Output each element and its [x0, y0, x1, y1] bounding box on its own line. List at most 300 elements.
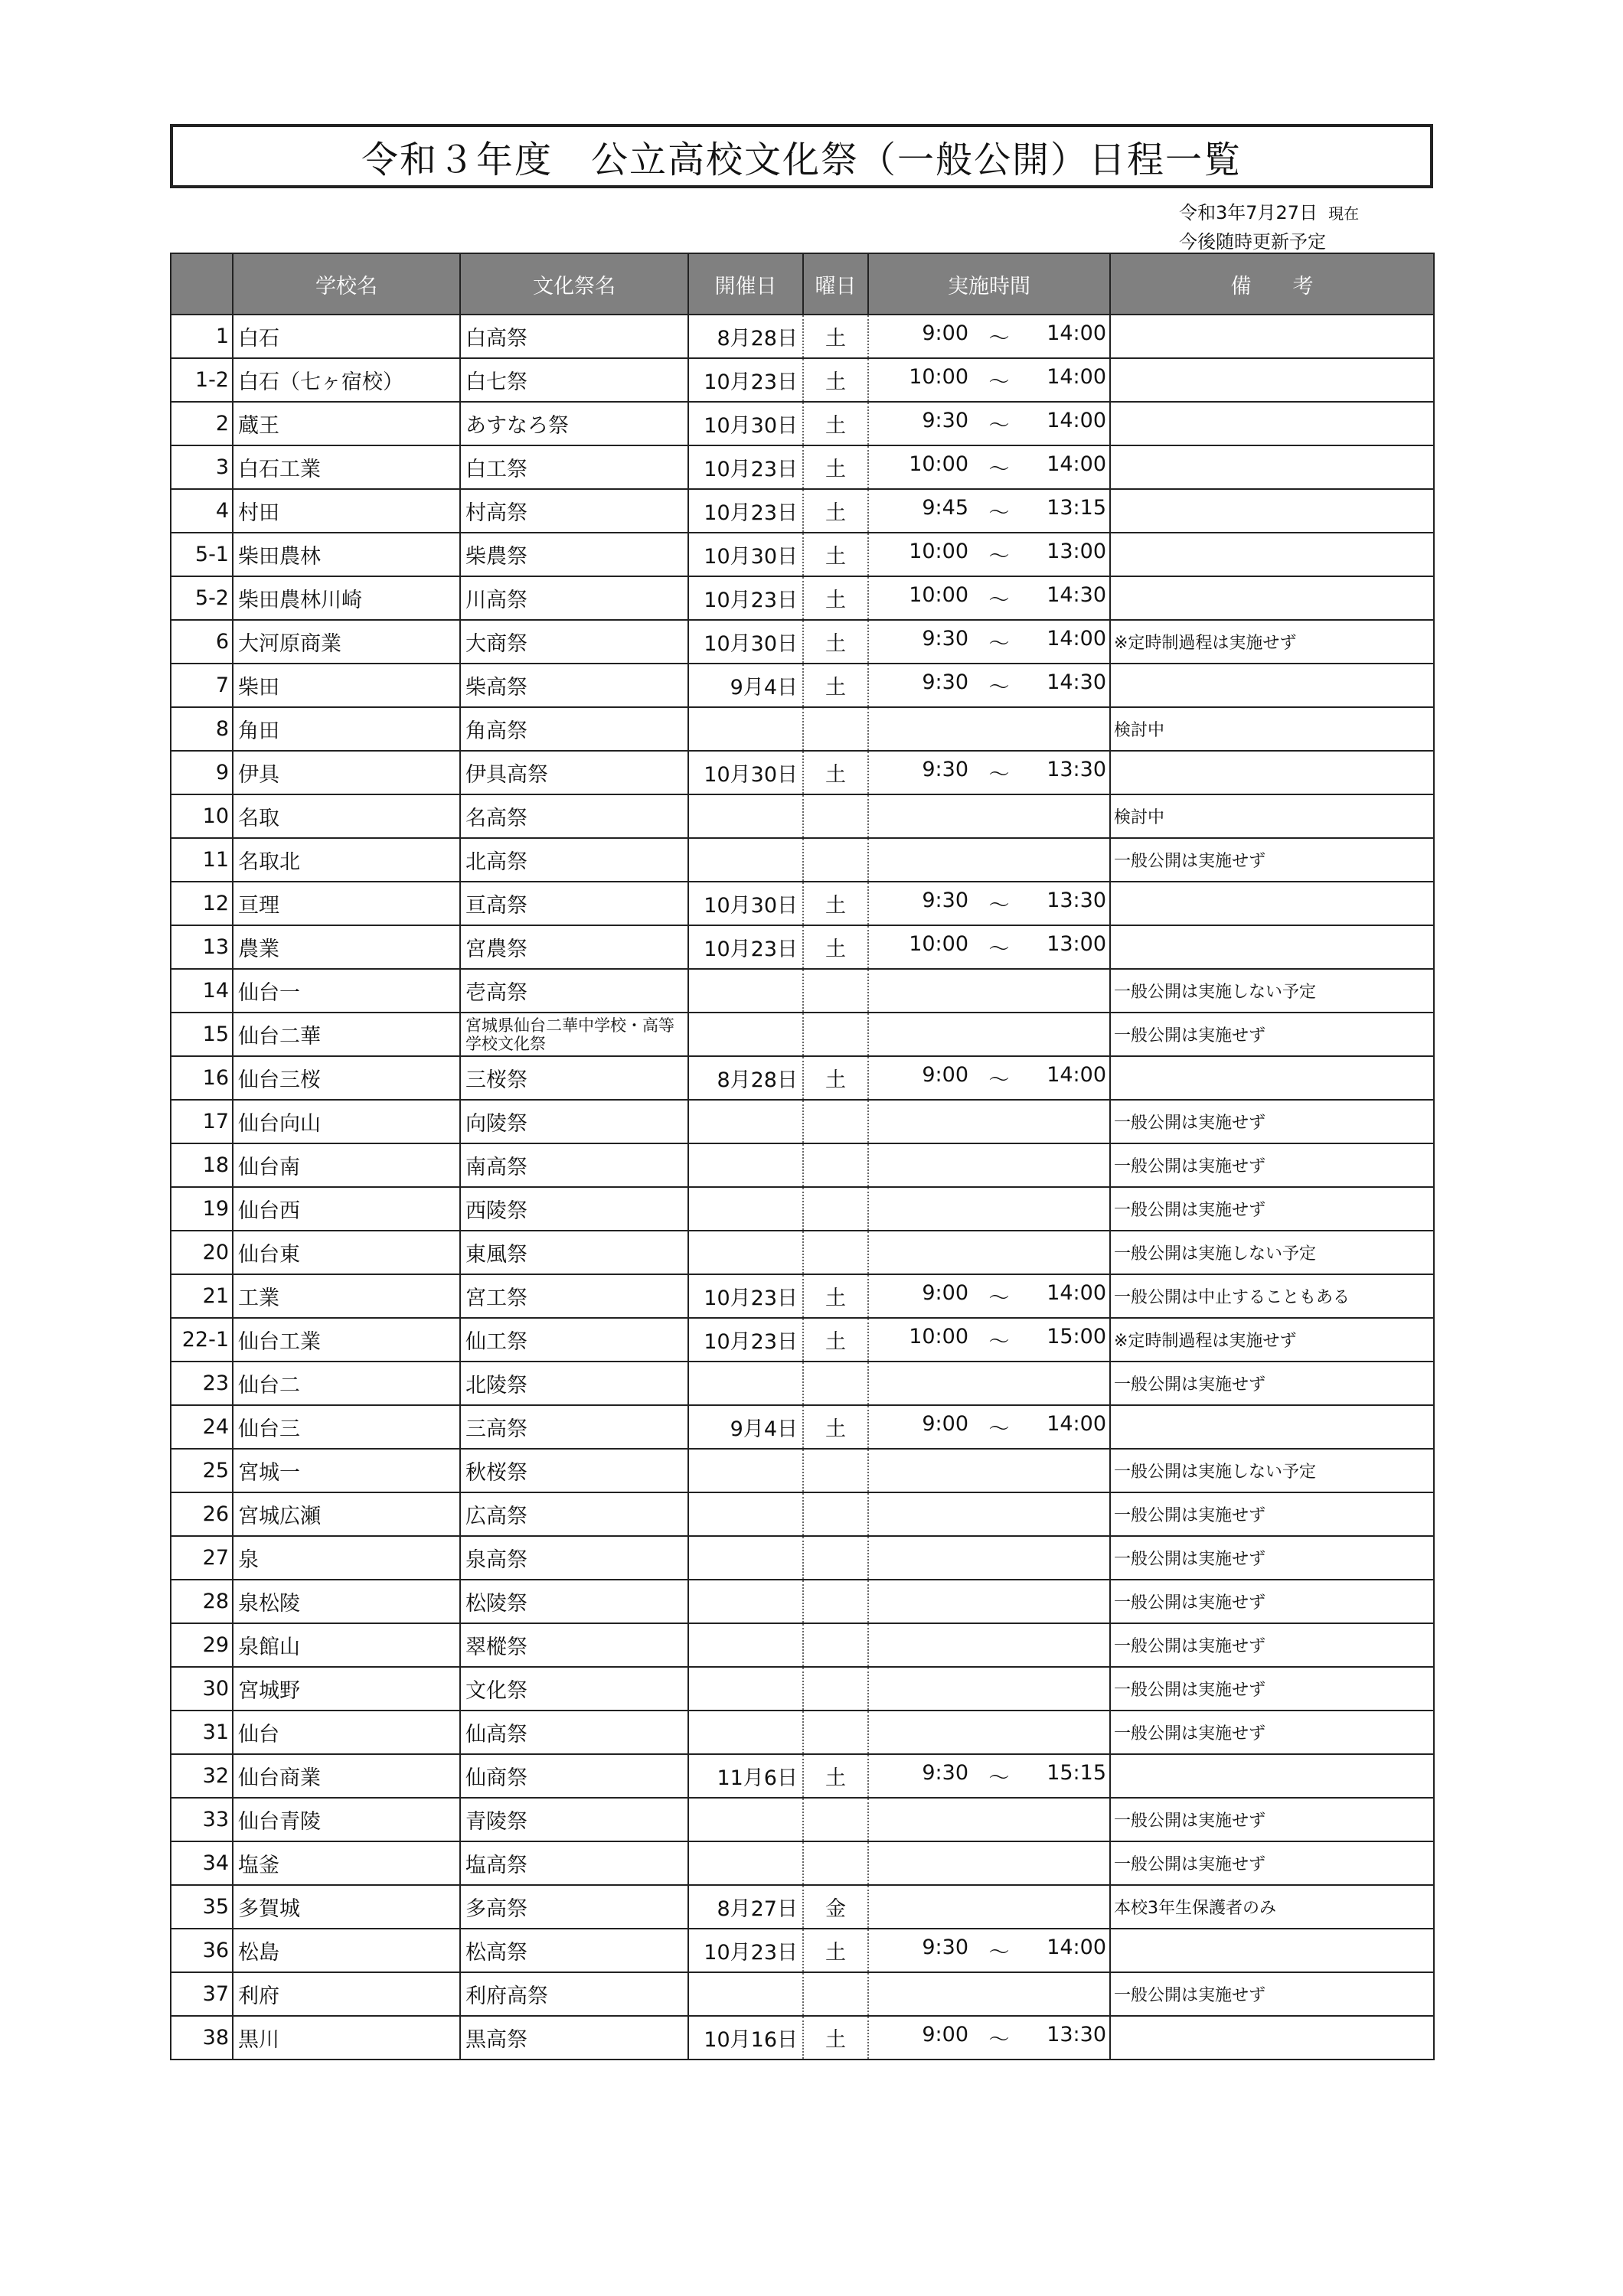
day-of-week: 土 — [803, 402, 868, 445]
row-number: 12 — [171, 882, 233, 925]
event-date — [688, 1013, 803, 1056]
table-row — [171, 925, 1434, 969]
school-name: 名取北 — [233, 838, 460, 882]
document-title: 令和３年度 公立高校文化祭（一般公開）日程一覧 — [361, 138, 1242, 181]
end-time: 13:00 — [1047, 540, 1106, 563]
time-separator: ～ — [988, 1417, 1010, 1441]
day-of-week — [803, 1143, 868, 1187]
festival-name: 三桜祭 — [460, 1056, 688, 1100]
day-of-week — [803, 1711, 868, 1754]
row-number: 3 — [171, 445, 233, 489]
festival-name: 西陵祭 — [460, 1187, 688, 1231]
row-number: 36 — [171, 1929, 233, 1972]
event-date: 10月30日 — [688, 751, 803, 794]
event-time — [868, 882, 1110, 925]
row-number: 2 — [171, 402, 233, 445]
school-name: 大河原商業 — [233, 620, 460, 664]
start-time: 9:30 — [922, 889, 968, 912]
end-time: 14:00 — [1047, 365, 1106, 389]
row-number: 5-2 — [171, 576, 233, 620]
event-time — [868, 620, 1110, 664]
festival-name: 宮工祭 — [460, 1274, 688, 1318]
time-separator: ～ — [988, 501, 1010, 525]
start-time: 9:45 — [922, 496, 968, 520]
event-time — [868, 1449, 1110, 1492]
festival-name: 黒高祭 — [460, 2016, 688, 2060]
remarks: 一般公開は実施せず — [1110, 1798, 1434, 1841]
festival-name: 伊具高祭 — [460, 751, 688, 794]
table-row — [171, 445, 1434, 489]
event-date — [688, 1841, 803, 1885]
end-time: 14:00 — [1047, 1936, 1106, 1959]
school-name: 工業 — [233, 1274, 460, 1318]
remarks: 一般公開は実施せず — [1110, 838, 1434, 882]
event-date: 10月30日 — [688, 882, 803, 925]
table-row — [171, 794, 1434, 838]
remarks: 一般公開は実施せず — [1110, 1187, 1434, 1231]
festival-name: 翠樅祭 — [460, 1623, 688, 1667]
day-of-week — [803, 1231, 868, 1274]
event-date — [688, 1798, 803, 1841]
school-name: 仙台商業 — [233, 1754, 460, 1798]
event-time — [868, 1100, 1110, 1143]
festival-name: 仙工祭 — [460, 1318, 688, 1362]
remarks: 一般公開は実施せず — [1110, 1972, 1434, 2016]
event-date — [688, 1187, 803, 1231]
time-separator: ～ — [988, 545, 1010, 569]
remarks — [1110, 533, 1434, 576]
row-number: 10 — [171, 794, 233, 838]
day-of-week: 土 — [803, 925, 868, 969]
header-school: 学校名 — [233, 253, 460, 315]
remarks: 一般公開は実施せず — [1110, 1362, 1434, 1405]
row-number: 23 — [171, 1362, 233, 1405]
table-row — [171, 1100, 1434, 1143]
remarks: ※定時制過程は実施せず — [1110, 1318, 1434, 1362]
day-of-week — [803, 1623, 868, 1667]
festival-name: 北高祭 — [460, 838, 688, 882]
event-date — [688, 1711, 803, 1754]
remarks: 検討中 — [1110, 794, 1434, 838]
start-time: 9:30 — [922, 758, 968, 781]
table-row — [171, 533, 1434, 576]
time-range — [869, 496, 1109, 526]
remarks — [1110, 402, 1434, 445]
event-date: 9月4日 — [688, 1405, 803, 1449]
event-date — [688, 969, 803, 1013]
table-row — [171, 1711, 1434, 1754]
festival-name: 松高祭 — [460, 1929, 688, 1972]
day-of-week: 土 — [803, 445, 868, 489]
school-name: 多賀城 — [233, 1885, 460, 1929]
remarks: 一般公開は実施せず — [1110, 1492, 1434, 1536]
event-time — [868, 925, 1110, 969]
end-time: 14:00 — [1047, 452, 1106, 476]
row-number: 6 — [171, 620, 233, 664]
event-date: 10月23日 — [688, 489, 803, 533]
time-range — [869, 321, 1109, 351]
end-time: 14:00 — [1047, 409, 1106, 432]
event-date — [688, 1143, 803, 1187]
row-number: 38 — [171, 2016, 233, 2060]
event-time — [868, 1187, 1110, 1231]
day-of-week — [803, 838, 868, 882]
time-separator: ～ — [988, 414, 1010, 438]
festival-name: 白高祭 — [460, 315, 688, 358]
remarks: 一般公開は実施しない予定 — [1110, 1449, 1434, 1492]
festival-name: 仙商祭 — [460, 1754, 688, 1798]
table-row — [171, 1405, 1434, 1449]
end-time: 15:15 — [1047, 1761, 1106, 1785]
event-date: 10月23日 — [688, 445, 803, 489]
event-time — [868, 1972, 1110, 2016]
header-dow: 曜日 — [803, 253, 868, 315]
row-number: 19 — [171, 1187, 233, 1231]
table-row — [171, 1187, 1434, 1231]
row-number: 17 — [171, 1100, 233, 1143]
document-title-box — [170, 124, 1433, 188]
table-row — [171, 1056, 1434, 1100]
school-name: 泉松陵 — [233, 1580, 460, 1623]
festival-name: 仙高祭 — [460, 1711, 688, 1754]
end-time: 14:30 — [1047, 670, 1106, 694]
remarks: 一般公開は実施せず — [1110, 1013, 1434, 1056]
day-of-week: 土 — [803, 1754, 868, 1798]
school-name: 柴田農林 — [233, 533, 460, 576]
school-name: 仙台西 — [233, 1187, 460, 1231]
event-time — [868, 1143, 1110, 1187]
row-number: 20 — [171, 1231, 233, 1274]
event-time — [868, 707, 1110, 751]
event-time — [868, 1885, 1110, 1929]
row-number: 30 — [171, 1667, 233, 1711]
event-date — [688, 1449, 803, 1492]
event-date: 10月23日 — [688, 358, 803, 402]
start-time: 9:30 — [922, 1761, 968, 1785]
row-number: 29 — [171, 1623, 233, 1667]
festival-name: 宮城県仙台二華中学校・高等学校文化祭 — [460, 1013, 688, 1056]
row-number: 35 — [171, 1885, 233, 1929]
event-time — [868, 838, 1110, 882]
as-of-label: 現在 — [1328, 204, 1360, 223]
row-number: 14 — [171, 969, 233, 1013]
day-of-week: 土 — [803, 882, 868, 925]
header-note: 備 考 — [1110, 253, 1434, 315]
table-row — [171, 1580, 1434, 1623]
end-time: 14:00 — [1047, 1412, 1106, 1436]
table-row — [171, 1667, 1434, 1711]
table-row — [171, 882, 1434, 925]
table-row — [171, 620, 1434, 664]
row-number: 9 — [171, 751, 233, 794]
event-time — [868, 1056, 1110, 1100]
time-range — [869, 627, 1109, 657]
row-number: 25 — [171, 1449, 233, 1492]
start-time: 10:00 — [909, 932, 968, 956]
school-name: 利府 — [233, 1972, 460, 2016]
row-number: 15 — [171, 1013, 233, 1056]
school-name: 宮城広瀬 — [233, 1492, 460, 1536]
table-row — [171, 1492, 1434, 1536]
school-name: 蔵王 — [233, 402, 460, 445]
day-of-week — [803, 1100, 868, 1143]
remarks — [1110, 1056, 1434, 1100]
time-separator: ～ — [988, 2028, 1010, 2052]
festival-name: 泉高祭 — [460, 1536, 688, 1580]
time-separator: ～ — [988, 632, 1010, 656]
day-of-week — [803, 1013, 868, 1056]
event-date: 8月28日 — [688, 315, 803, 358]
start-time: 9:00 — [922, 2023, 968, 2047]
day-of-week — [803, 1362, 868, 1405]
festival-name: 白工祭 — [460, 445, 688, 489]
remarks: 一般公開は中止することもある — [1110, 1274, 1434, 1318]
festival-name: 三高祭 — [460, 1405, 688, 1449]
event-time — [868, 2016, 1110, 2060]
school-name: 名取 — [233, 794, 460, 838]
start-time: 10:00 — [909, 1325, 968, 1349]
event-date: 10月16日 — [688, 2016, 803, 2060]
day-of-week: 土 — [803, 1929, 868, 1972]
school-name: 仙台一 — [233, 969, 460, 1013]
event-date: 10月23日 — [688, 1274, 803, 1318]
row-number: 18 — [171, 1143, 233, 1187]
end-time: 13:15 — [1047, 496, 1106, 520]
school-name: 黒川 — [233, 2016, 460, 2060]
as-of-line — [1179, 197, 1424, 224]
event-date: 9月4日 — [688, 664, 803, 707]
event-date: 10月30日 — [688, 402, 803, 445]
school-name: 仙台三桜 — [233, 1056, 460, 1100]
event-time — [868, 1841, 1110, 1885]
day-of-week: 土 — [803, 664, 868, 707]
end-time: 13:00 — [1047, 932, 1106, 956]
remarks: 一般公開は実施せず — [1110, 1841, 1434, 1885]
day-of-week — [803, 794, 868, 838]
remarks — [1110, 445, 1434, 489]
remarks — [1110, 315, 1434, 358]
as-of-date: 令和3年7月27日 — [1179, 202, 1318, 223]
end-time: 14:00 — [1047, 627, 1106, 651]
remarks: ※定時制過程は実施せず — [1110, 620, 1434, 664]
table-row — [171, 751, 1434, 794]
event-time — [868, 315, 1110, 358]
remarks: 検討中 — [1110, 707, 1434, 751]
day-of-week — [803, 1841, 868, 1885]
start-time: 9:00 — [922, 321, 968, 345]
remarks — [1110, 925, 1434, 969]
row-number: 1 — [171, 315, 233, 358]
row-number: 5-1 — [171, 533, 233, 576]
event-date — [688, 1492, 803, 1536]
festival-name: 松陵祭 — [460, 1580, 688, 1623]
time-range — [869, 1412, 1109, 1442]
school-name: 村田 — [233, 489, 460, 533]
event-time — [868, 1929, 1110, 1972]
event-date: 10月23日 — [688, 1318, 803, 1362]
remarks — [1110, 882, 1434, 925]
remarks — [1110, 358, 1434, 402]
school-name: 角田 — [233, 707, 460, 751]
day-of-week — [803, 707, 868, 751]
time-separator: ～ — [988, 1068, 1010, 1092]
start-time: 9:00 — [922, 1281, 968, 1305]
event-time — [868, 969, 1110, 1013]
row-number: 24 — [171, 1405, 233, 1449]
time-range — [869, 540, 1109, 569]
event-time — [868, 1013, 1110, 1056]
festival-name: 文化祭 — [460, 1667, 688, 1711]
time-separator: ～ — [988, 1330, 1010, 1354]
day-of-week — [803, 1972, 868, 2016]
festival-name: 秋桜祭 — [460, 1449, 688, 1492]
festival-name: 利府高祭 — [460, 1972, 688, 2016]
table-row — [171, 969, 1434, 1013]
remarks: 一般公開は実施せず — [1110, 1667, 1434, 1711]
time-separator: ～ — [988, 327, 1010, 351]
end-time: 13:30 — [1047, 889, 1106, 912]
start-time: 10:00 — [909, 583, 968, 607]
event-time — [868, 1754, 1110, 1798]
school-name: 松島 — [233, 1929, 460, 1972]
remarks: 一般公開は実施せず — [1110, 1536, 1434, 1580]
remarks: 一般公開は実施せず — [1110, 1143, 1434, 1187]
table-row — [171, 838, 1434, 882]
festival-name: 広高祭 — [460, 1492, 688, 1536]
table-row — [171, 1798, 1434, 1841]
row-number: 16 — [171, 1056, 233, 1100]
table-row — [171, 402, 1434, 445]
row-number: 7 — [171, 664, 233, 707]
day-of-week — [803, 1449, 868, 1492]
row-number: 32 — [171, 1754, 233, 1798]
row-number: 13 — [171, 925, 233, 969]
school-name: 農業 — [233, 925, 460, 969]
festival-name: 壱高祭 — [460, 969, 688, 1013]
end-time: 13:30 — [1047, 2023, 1106, 2047]
school-name: 宮城野 — [233, 1667, 460, 1711]
day-of-week: 土 — [803, 358, 868, 402]
time-separator: ～ — [988, 894, 1010, 918]
day-of-week — [803, 1492, 868, 1536]
time-separator: ～ — [988, 676, 1010, 700]
table-row — [171, 664, 1434, 707]
remarks: 一般公開は実施せず — [1110, 1711, 1434, 1754]
time-separator: ～ — [988, 1287, 1010, 1310]
festival-name: 宮農祭 — [460, 925, 688, 969]
event-time — [868, 489, 1110, 533]
day-of-week — [803, 1536, 868, 1580]
event-time — [868, 794, 1110, 838]
table-row — [171, 1449, 1434, 1492]
start-time: 9:30 — [922, 409, 968, 432]
time-separator: ～ — [988, 938, 1010, 961]
time-separator: ～ — [988, 1941, 1010, 1965]
school-name: 仙台向山 — [233, 1100, 460, 1143]
row-number: 8 — [171, 707, 233, 751]
table-row — [171, 1885, 1434, 1929]
festival-name: 川高祭 — [460, 576, 688, 620]
event-time — [868, 1623, 1110, 1667]
remarks — [1110, 576, 1434, 620]
end-time: 15:00 — [1047, 1325, 1106, 1349]
school-name: 亘理 — [233, 882, 460, 925]
end-time: 14:00 — [1047, 1063, 1106, 1087]
event-time — [868, 402, 1110, 445]
row-number: 27 — [171, 1536, 233, 1580]
header-festival: 文化祭名 — [460, 253, 688, 315]
day-of-week: 土 — [803, 1056, 868, 1100]
table-row — [171, 1536, 1434, 1580]
remarks — [1110, 751, 1434, 794]
time-range — [869, 758, 1109, 788]
remarks: 一般公開は実施しない予定 — [1110, 1231, 1434, 1274]
event-time — [868, 576, 1110, 620]
school-name: 白石工業 — [233, 445, 460, 489]
remarks — [1110, 664, 1434, 707]
time-range — [869, 670, 1109, 700]
start-time: 9:30 — [922, 670, 968, 694]
remarks: 一般公開は実施せず — [1110, 1623, 1434, 1667]
event-time — [868, 1536, 1110, 1580]
table-row — [171, 1929, 1434, 1972]
school-name: 仙台青陵 — [233, 1798, 460, 1841]
school-name: 仙台 — [233, 1711, 460, 1754]
festival-name: 南高祭 — [460, 1143, 688, 1187]
day-of-week — [803, 1580, 868, 1623]
festival-name: 柴農祭 — [460, 533, 688, 576]
header-no — [171, 253, 233, 315]
remarks: 一般公開は実施しない予定 — [1110, 969, 1434, 1013]
event-date: 10月30日 — [688, 620, 803, 664]
event-date — [688, 1972, 803, 2016]
table-header-row — [171, 253, 1434, 315]
festival-name: 村高祭 — [460, 489, 688, 533]
school-name: 宮城一 — [233, 1449, 460, 1492]
festival-name: あすなろ祭 — [460, 402, 688, 445]
remarks: 本校3年生保護者のみ — [1110, 1885, 1434, 1929]
day-of-week — [803, 1798, 868, 1841]
event-date: 10月23日 — [688, 576, 803, 620]
table-row — [171, 358, 1434, 402]
time-range — [869, 452, 1109, 482]
event-time — [868, 1405, 1110, 1449]
day-of-week: 土 — [803, 315, 868, 358]
table-row — [171, 1623, 1434, 1667]
row-number: 21 — [171, 1274, 233, 1318]
festival-name: 北陵祭 — [460, 1362, 688, 1405]
start-time: 9:00 — [922, 1063, 968, 1087]
event-date — [688, 1623, 803, 1667]
table-row — [171, 1841, 1434, 1885]
school-name: 仙台二華 — [233, 1013, 460, 1056]
school-name: 仙台工業 — [233, 1318, 460, 1362]
day-of-week: 土 — [803, 1274, 868, 1318]
school-name: 仙台南 — [233, 1143, 460, 1187]
event-time — [868, 1667, 1110, 1711]
remarks — [1110, 2016, 1434, 2060]
table-row — [171, 1231, 1434, 1274]
school-name: 仙台東 — [233, 1231, 460, 1274]
school-name: 柴田農林川崎 — [233, 576, 460, 620]
festival-name: 柴高祭 — [460, 664, 688, 707]
start-time: 10:00 — [909, 365, 968, 389]
event-time — [868, 1231, 1110, 1274]
day-of-week — [803, 1667, 868, 1711]
header-date: 開催日 — [688, 253, 803, 315]
event-time — [868, 1711, 1110, 1754]
start-time: 9:00 — [922, 1412, 968, 1436]
